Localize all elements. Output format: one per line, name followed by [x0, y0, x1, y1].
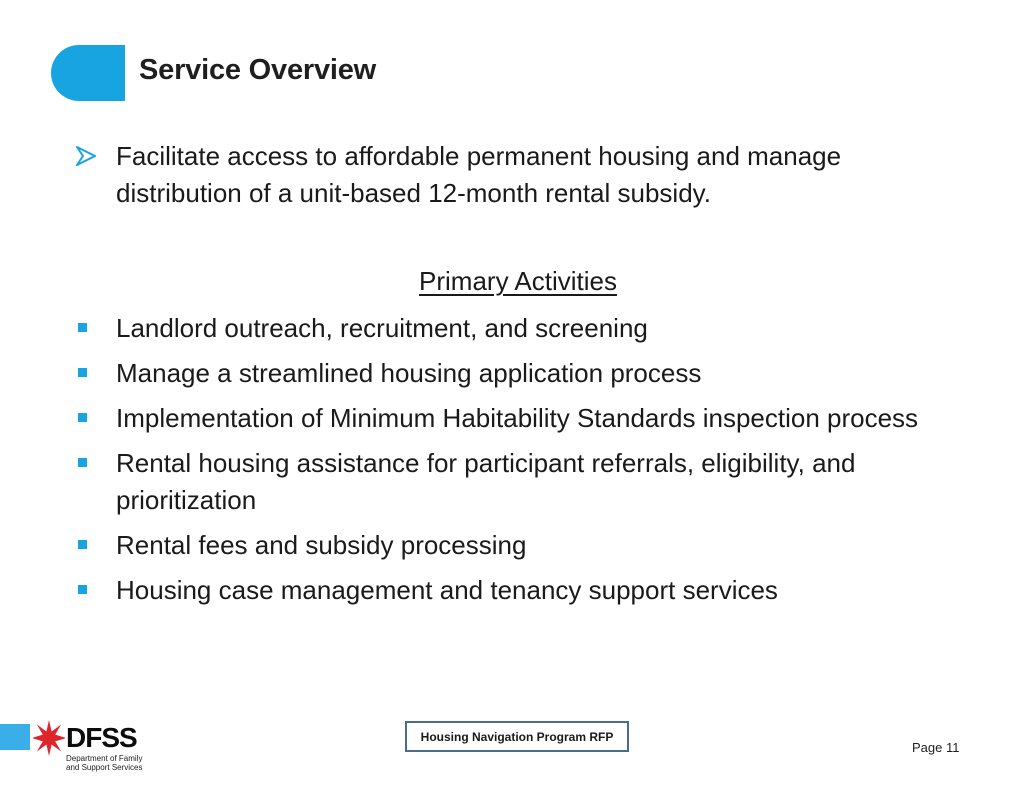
dfss-logo: [33, 718, 153, 778]
activities-list: [76, 310, 956, 617]
header-accent-tab: [51, 45, 125, 101]
list-item: [76, 310, 956, 347]
intro-text: Facilitate access to affordable permanent housing and manage distribution of a unit-based 12-month rental subsidy.: [116, 141, 842, 208]
list-item: [76, 400, 956, 437]
square-bullet-icon: [78, 540, 87, 549]
intro-bullet: [76, 138, 956, 212]
square-bullet-icon: [78, 585, 87, 594]
list-item: [76, 445, 956, 519]
logo-department-name: Department of Family and Support Services: [66, 754, 143, 772]
activity-label: Manage a streamlined housing application process: [116, 358, 702, 388]
logo-acronym: DFSS: [66, 722, 137, 753]
activity-label: Rental fees and subsidy processing: [116, 530, 527, 560]
activity-label: Landlord outreach, recruitment, and screening: [116, 313, 648, 343]
list-item: [76, 355, 956, 392]
program-label: Housing Navigation Program RFP: [405, 721, 629, 752]
star-icon: [33, 718, 65, 758]
page-title: Service Overview: [139, 54, 377, 86]
activity-label: Implementation of Minimum Habitability Standards inspection process: [116, 403, 919, 433]
arrow-right-icon: [76, 146, 96, 166]
square-bullet-icon: [78, 413, 87, 422]
section-heading: Primary Activities: [419, 266, 617, 296]
activity-label: Rental housing assistance for participant referrals, eligibility, and prioritization: [116, 448, 856, 515]
footer-accent-bar: [0, 724, 30, 750]
list-item: [76, 572, 956, 609]
square-bullet-icon: [78, 323, 87, 332]
square-bullet-icon: [78, 458, 87, 467]
square-bullet-icon: [78, 368, 87, 377]
list-item: [76, 527, 956, 564]
activity-label: Housing case management and tenancy support services: [116, 575, 778, 605]
page-number: Page 11: [912, 740, 960, 755]
